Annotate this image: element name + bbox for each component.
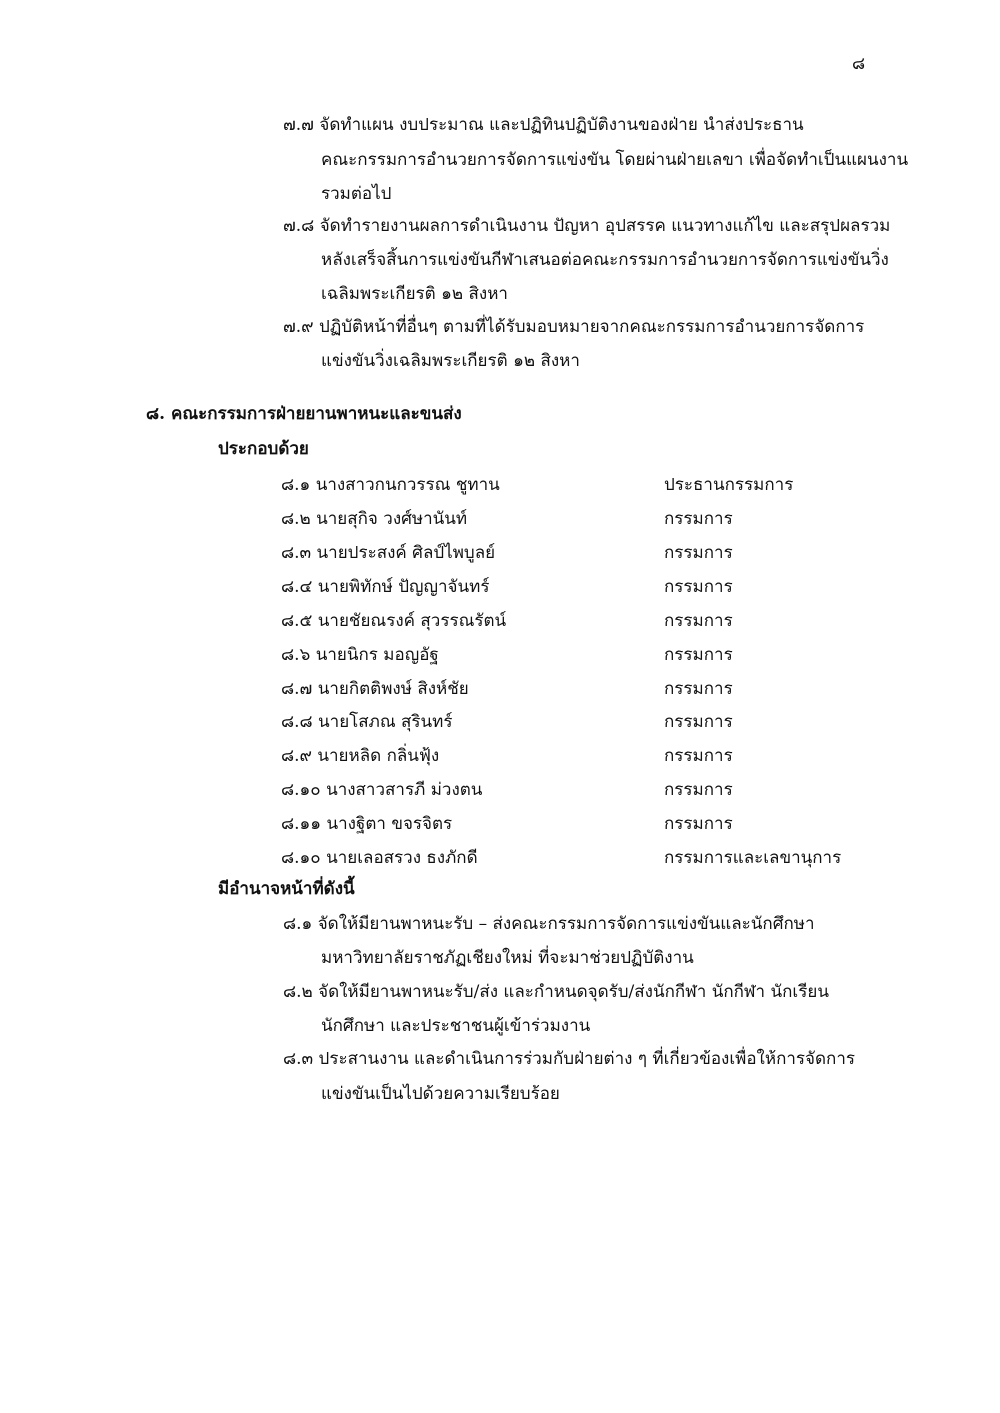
item-line: ๗.๘ จัดทำรายงานผลการดำเนินงาน ปัญหา อุปสรรค แนวทางแก้ไข และสรุปผลรวม [283, 216, 891, 236]
item-line: แข่งขันเป็นไปด้วยความเรียบร้อย [321, 1084, 560, 1104]
member-role: กรรมการ [664, 611, 733, 631]
item-line: คณะกรรมการอำนวยการจัดการแข่งขัน โดยผ่านฝ่ายเลขา เพื่อจัดทำเป็นแผนงาน [321, 150, 909, 170]
table-row [0, 505, 1000, 529]
member-role: กรรมการ [664, 712, 733, 732]
member-name: ๘.๘ นายโสภณ สุรินทร์ [281, 712, 453, 732]
table-row [0, 675, 1000, 699]
member-name: ๘.๙ นายหลิด กลิ่นฟุ้ง [281, 746, 440, 766]
table-row [0, 708, 1000, 732]
item-line: เฉลิมพระเกียรติ ๑๒ สิงหา [321, 284, 508, 304]
member-role: กรรมการ [664, 577, 733, 597]
table-row [0, 810, 1000, 834]
item-line: หลังเสร็จสิ้นการแข่งขันกีฬาเสนอต่อคณะกรรมการอำนวยการจัดการแข่งขันวิ่ง [321, 250, 889, 270]
table-row [0, 539, 1000, 563]
item-line: นักศึกษา และประชาชนผู้เข้าร่วมงาน [321, 1016, 591, 1036]
member-name: ๘.๑๐ นางสาวสารภี ม่วงตน [281, 780, 483, 800]
item-line: มหาวิทยาลัยราชภัฏเชียงใหม่ ที่จะมาช่วยปฏิบัติงาน [321, 948, 694, 968]
member-role: กรรมการและเลขานุการ [664, 848, 842, 868]
table-row [0, 742, 1000, 766]
member-name: ๘.๕ นายชัยณรงค์ สุวรรณรัตน์ [281, 611, 507, 631]
item-line: รวมต่อไป [321, 184, 392, 204]
table-row [0, 844, 1000, 868]
member-role: กรรมการ [664, 746, 733, 766]
item-line: ๗.๗ จัดทำแผน งบประมาณ และปฏิทินปฏิบัติงานของฝ่าย นำส่งประธาน [283, 115, 804, 135]
item-line: ๗.๙ ปฏิบัติหน้าที่อื่นๆ ตามที่ได้รับมอบหมายจากคณะกรรมการอำนวยการจัดการ [283, 317, 865, 337]
table-row [0, 573, 1000, 597]
member-name: ๘.๑๑ นางฐิตา ขจรจิตร [281, 814, 453, 834]
member-role: กรรมการ [664, 679, 733, 699]
member-role: กรรมการ [664, 780, 733, 800]
item-line: ๘.๑ จัดให้มียานพาหนะรับ – ส่งคณะกรรมการจัดการแข่งขันและนักศึกษา [283, 914, 815, 934]
member-role: กรรมการ [664, 645, 733, 665]
section-heading: ๘. คณะกรรมการฝ่ายยานพาหนะและขนส่ง [146, 404, 462, 424]
item-line: ๘.๒ จัดให้มียานพาหนะรับ/ส่ง และกำหนดจุดรับ/ส่งนักกีฬา นักกีฬา นักเรียน [283, 982, 829, 1002]
member-role: ประธานกรรมการ [664, 475, 794, 495]
item-line: ๘.๓ ประสานงาน และดำเนินการร่วมกับฝ่ายต่าง ๆ ที่เกี่ยวข้องเพื่อให้การจัดการ [283, 1049, 856, 1069]
member-name: ๘.๒ นายสุกิจ วงศ์ษานันท์ [281, 509, 468, 529]
member-role: กรรมการ [664, 814, 733, 834]
table-row [0, 776, 1000, 800]
member-name: ๘.๓ นายประสงค์ ศิลป์ไพบูลย์ [281, 543, 496, 563]
member-name: ๘.๔ นายพิทักษ์ ปัญญาจันทร์ [281, 577, 490, 597]
page-number: ๘ [852, 54, 866, 74]
member-name: ๘.๗ นายกิตติพงษ์ สิงห์ชัย [281, 679, 469, 699]
member-name: ๘.๑ นางสาวกนกวรรณ ชูทาน [281, 475, 500, 495]
table-row [0, 641, 1000, 665]
table-row [0, 471, 1000, 495]
member-name: ๘.๖ นายนิกร มอญอัฐ [281, 645, 439, 665]
composed-of-label: ประกอบด้วย [218, 439, 309, 459]
duties-heading: มีอำนาจหน้าที่ดังนี้ [218, 879, 355, 899]
item-line: แข่งขันวิ่งเฉลิมพระเกียรติ ๑๒ สิงหา [321, 351, 580, 371]
member-role: กรรมการ [664, 509, 733, 529]
member-name: ๘.๑๐ นายเลอสรวง ธงภักดี [281, 848, 478, 868]
table-row [0, 607, 1000, 631]
member-role: กรรมการ [664, 543, 733, 563]
